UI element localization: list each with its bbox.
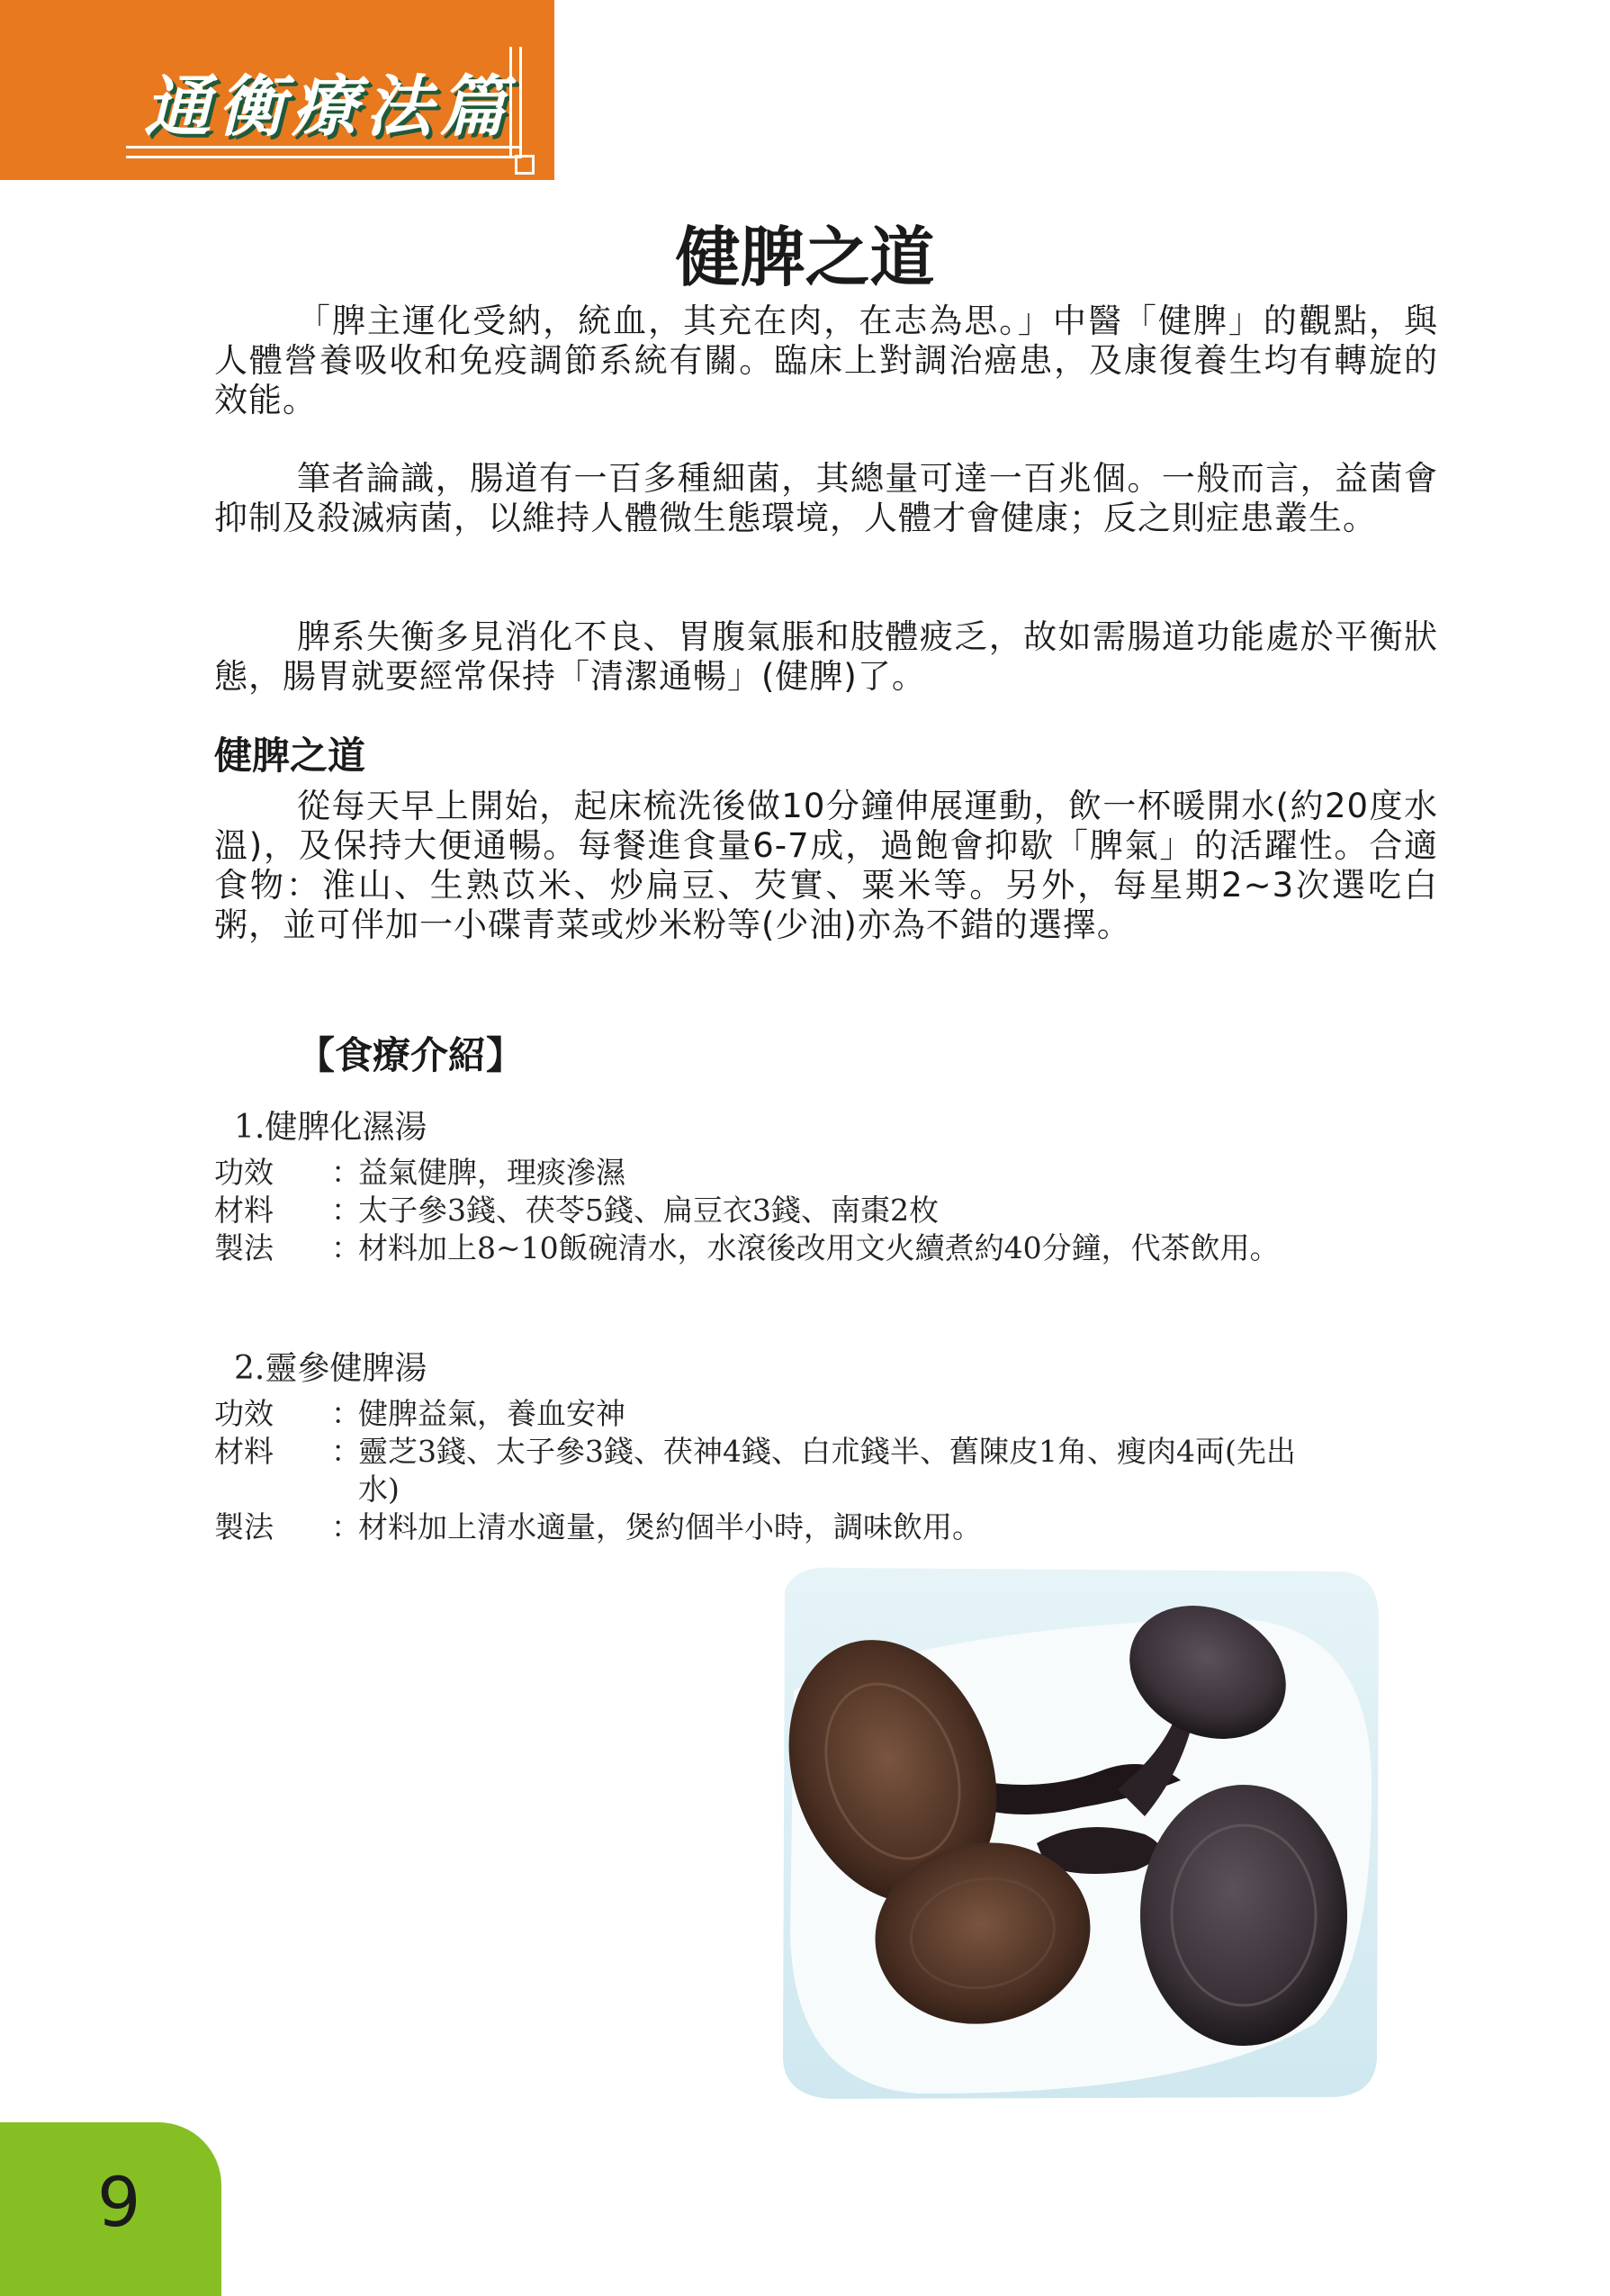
row-value: 材料加上8~10飯碗清水，水滾後改用文火續煮約40分鐘，代茶飲用。 xyxy=(358,1230,1280,1265)
row-label: 功效 xyxy=(214,1155,274,1190)
recipe-card xyxy=(214,1350,1384,1546)
recipe-title: 1.健脾化濕湯 xyxy=(234,1109,427,1146)
page-title: 健脾之道 xyxy=(675,220,935,295)
row-separator: ： xyxy=(331,1193,361,1228)
paragraph: 脾系失衡多見消化不良、胃腹氣脹和肢體疲乏，故如需腸道功能處於平衡狀態，腸胃就要經常保持「清潔通暢」(健脾)了。 xyxy=(214,617,1438,696)
subsection-text: 從每天早上開始，起床梳洗後做10分鐘伸展運動，飲一杯暖開水(約20度水溫)，及保持大便通暢。每餐進食量6-7成，過飽會抑歇「脾氣」的活躍性。合適食物：淮山、生熟苡米、炒扁豆、芡實、粟米等。另外，每星期2~3次選吃白粥，並可伴加一小碟青菜或炒米粉等(少油)亦為不錯的選擇。 xyxy=(214,787,1438,944)
intro-paragraph-3-block xyxy=(214,617,1438,697)
row-label: 材料 xyxy=(214,1434,274,1469)
row-separator: ： xyxy=(331,1396,361,1431)
row-value: 太子參3錢、茯苓5錢、扁豆衣3錢、南棗2枚 xyxy=(358,1193,939,1228)
row-value: 健脾益氣，養血安神 xyxy=(358,1396,625,1431)
decorative-frame xyxy=(126,146,522,158)
paragraph: 「脾主運化受納，統血，其充在肉，在志為思。」中醫「健脾」的觀點，與人體營養吸收和免疫調節系統有關。臨床上對調治癌患，及康復養生均有轉旋的效能。 xyxy=(214,302,1438,419)
decorative-frame xyxy=(509,47,522,158)
food-therapy-heading: 【食療介紹】 xyxy=(297,1033,525,1077)
row-label: 材料 xyxy=(214,1193,274,1228)
row-label: 製法 xyxy=(214,1509,274,1544)
row-separator: ： xyxy=(331,1155,361,1190)
row-separator: ： xyxy=(331,1509,361,1544)
row-value: 益氣健脾，理痰滲濕 xyxy=(358,1155,625,1190)
row-separator: ： xyxy=(331,1230,361,1265)
recipe-row xyxy=(214,1508,1384,1546)
recipe-row xyxy=(214,1229,1384,1267)
subsection-heading: 健脾之道 xyxy=(214,734,366,778)
recipe-row xyxy=(214,1433,1384,1508)
recipe-card xyxy=(214,1109,1384,1267)
recipe-row xyxy=(214,1192,1384,1229)
decorative-frame-corner xyxy=(515,155,535,175)
recipe-row xyxy=(214,1395,1384,1433)
section-title: 通衡療法篇 xyxy=(144,68,513,146)
intro-paragraph-2-block xyxy=(214,459,1438,538)
subsection xyxy=(214,733,1438,945)
lingzhi-mushroom-photo xyxy=(758,1555,1388,2113)
row-label: 功效 xyxy=(214,1396,274,1431)
row-label: 製法 xyxy=(214,1230,274,1265)
row-value: 靈芝3錢、太子參3錢、茯神4錢、白朮錢半、舊陳皮1角、瘦肉4両(先出水) xyxy=(358,1434,1296,1507)
paragraph: 筆者論識，腸道有一百多種細菌，其總量可達一百兆個。一般而言，益菌會抑制及殺滅病菌，以維持人體微生態環境，人體才會健康；反之則症患叢生。 xyxy=(214,459,1438,537)
intro-paragraph-1-block xyxy=(214,302,1438,420)
row-value: 材料加上清水適量，煲約個半小時，調味飲用。 xyxy=(358,1509,982,1544)
row-separator: ： xyxy=(331,1434,361,1469)
recipe-row xyxy=(214,1154,1384,1192)
page-number: 9 xyxy=(97,2162,141,2242)
recipe-title: 2.靈參健脾湯 xyxy=(234,1350,427,1387)
section-tab xyxy=(0,0,554,180)
